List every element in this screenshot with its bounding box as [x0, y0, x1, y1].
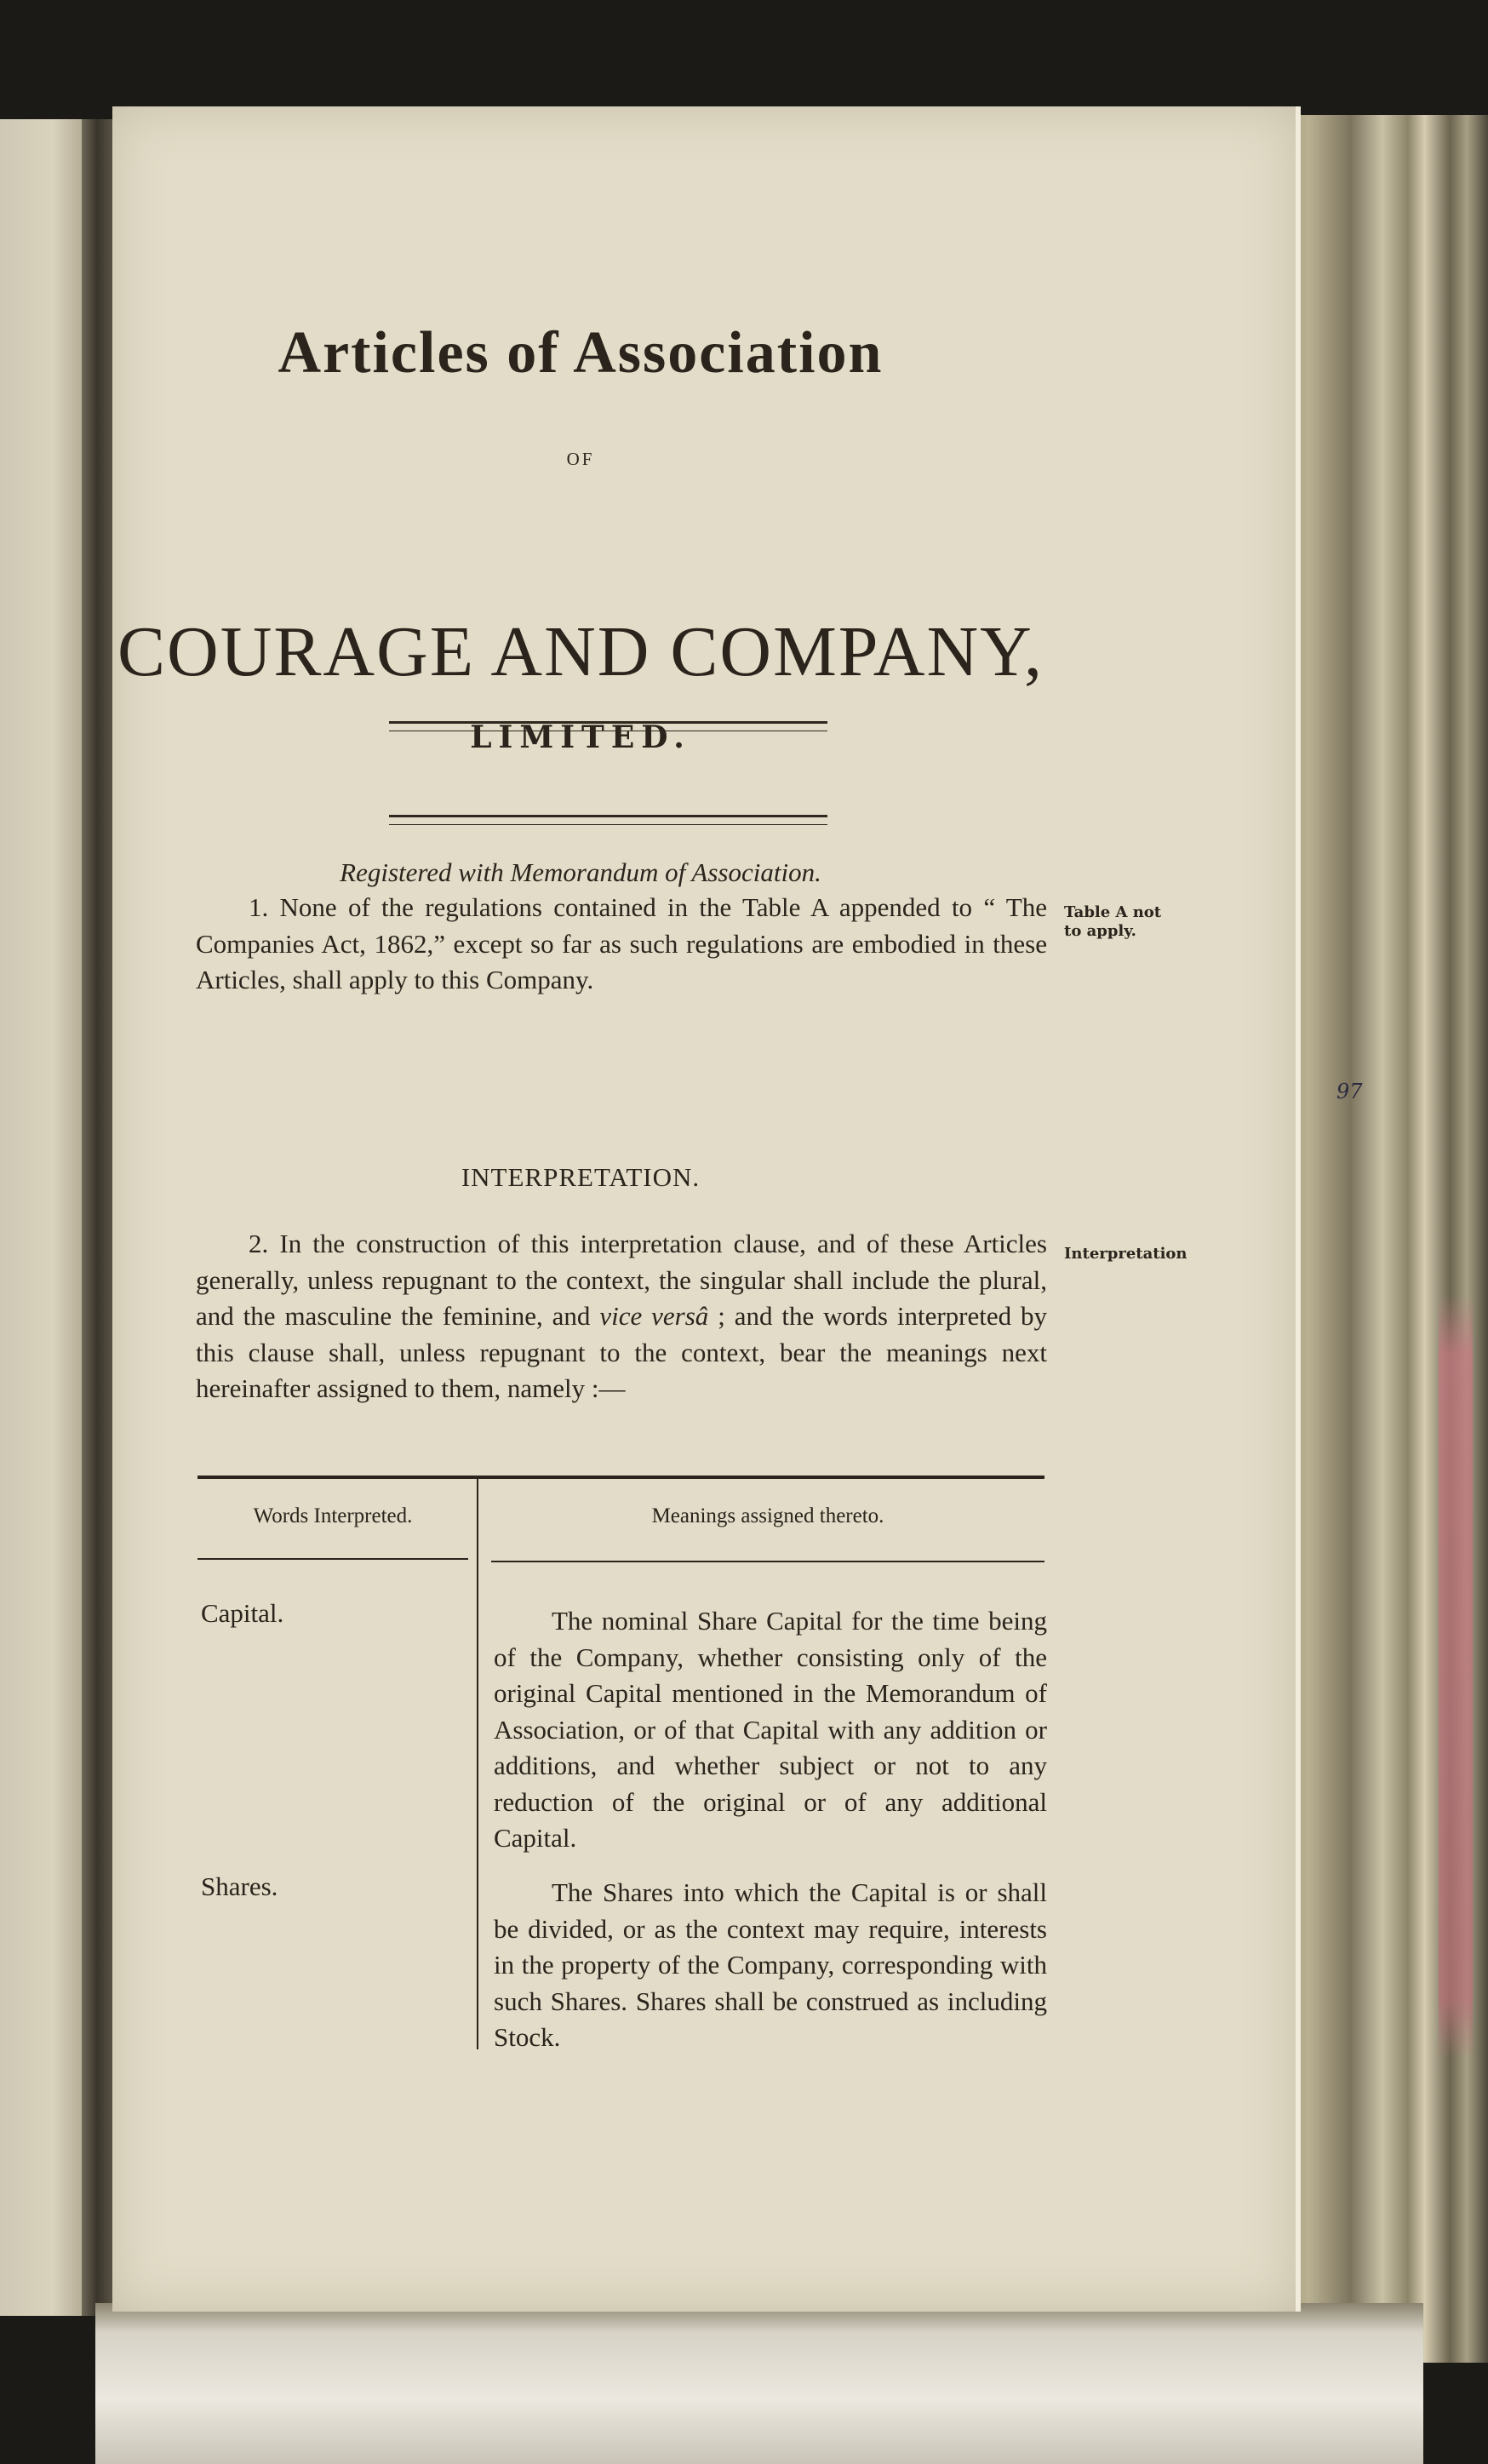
red-ribbon — [1439, 1294, 1473, 2060]
company-name: COURAGE AND COMPANY, — [117, 612, 1044, 691]
table-header-rule-left — [197, 1558, 468, 1560]
meaning-capital: The nominal Share Capital for the time being of the Company, whether consisting only of the original Capital mentioned in the Memorandum of Association, or of that Capital with any addition or additions, and whether subject or not to any reduction of the original or of any additional Capital. — [494, 1606, 1047, 1853]
article-1: 1. None of the regulations contained in the Table A appended to “ The Companies Act, 1862,” except so far as such regulations are embodied in these Articles, shall apply to this Company. — [196, 892, 1047, 994]
interpretation-heading: INTERPRETATION. — [461, 1162, 701, 1192]
bottom-paper-edge — [95, 2303, 1423, 2464]
limited-label: LIMITED. — [470, 719, 691, 755]
meaning-shares: The Shares into which the Capital is or shall be divided, or as the context may require, interests in the property of the Company, corresponding with such Shares. Shares shall be construed as including Stock. — [494, 1877, 1047, 2052]
table-header-words: Words Interpreted. — [253, 1504, 413, 1527]
bottom-double-rule — [389, 815, 827, 825]
registered-note: Registered with Memorandum of Association. — [340, 857, 821, 887]
article-2-text-b: ; and the words interpreted by this clause shall, unless repugnant to the context, bear the meanings next hereinafter assigned to them, namely :— — [196, 1301, 1048, 1403]
table-column-divider — [477, 1479, 478, 2049]
margin-note-table-a-line1: Table A not — [1064, 903, 1162, 921]
article-2 — [196, 1226, 1047, 1407]
term-shares: Shares. — [201, 1871, 278, 1901]
term-capital: Capital. — [201, 1598, 284, 1628]
article-2-text-a: 2. In the construction of this interpretation clause, and of these Articles generally, unless repugnant to the context, the singular shall include the plural, and the masculine the feminine, and — [196, 1229, 1047, 1331]
margin-note-table-a-line2: to apply. — [1064, 922, 1136, 940]
table-header-rule-right — [491, 1561, 1044, 1562]
handwritten-page-number: 97 — [1336, 1080, 1363, 1103]
margin-note-interpretation: Interpretation — [1064, 1245, 1188, 1263]
top-double-rule — [389, 721, 827, 731]
book-gutter — [82, 119, 116, 2316]
article-2-italic: vice versâ — [599, 1301, 709, 1331]
margin-note-table-a — [1064, 903, 1161, 941]
document-title: Articles of Association — [278, 320, 884, 386]
table-header-meanings: Meanings assigned thereto. — [651, 1504, 884, 1527]
table-top-rule — [197, 1476, 1044, 1479]
document-page — [112, 106, 1301, 2312]
title-of: OF — [566, 449, 595, 469]
